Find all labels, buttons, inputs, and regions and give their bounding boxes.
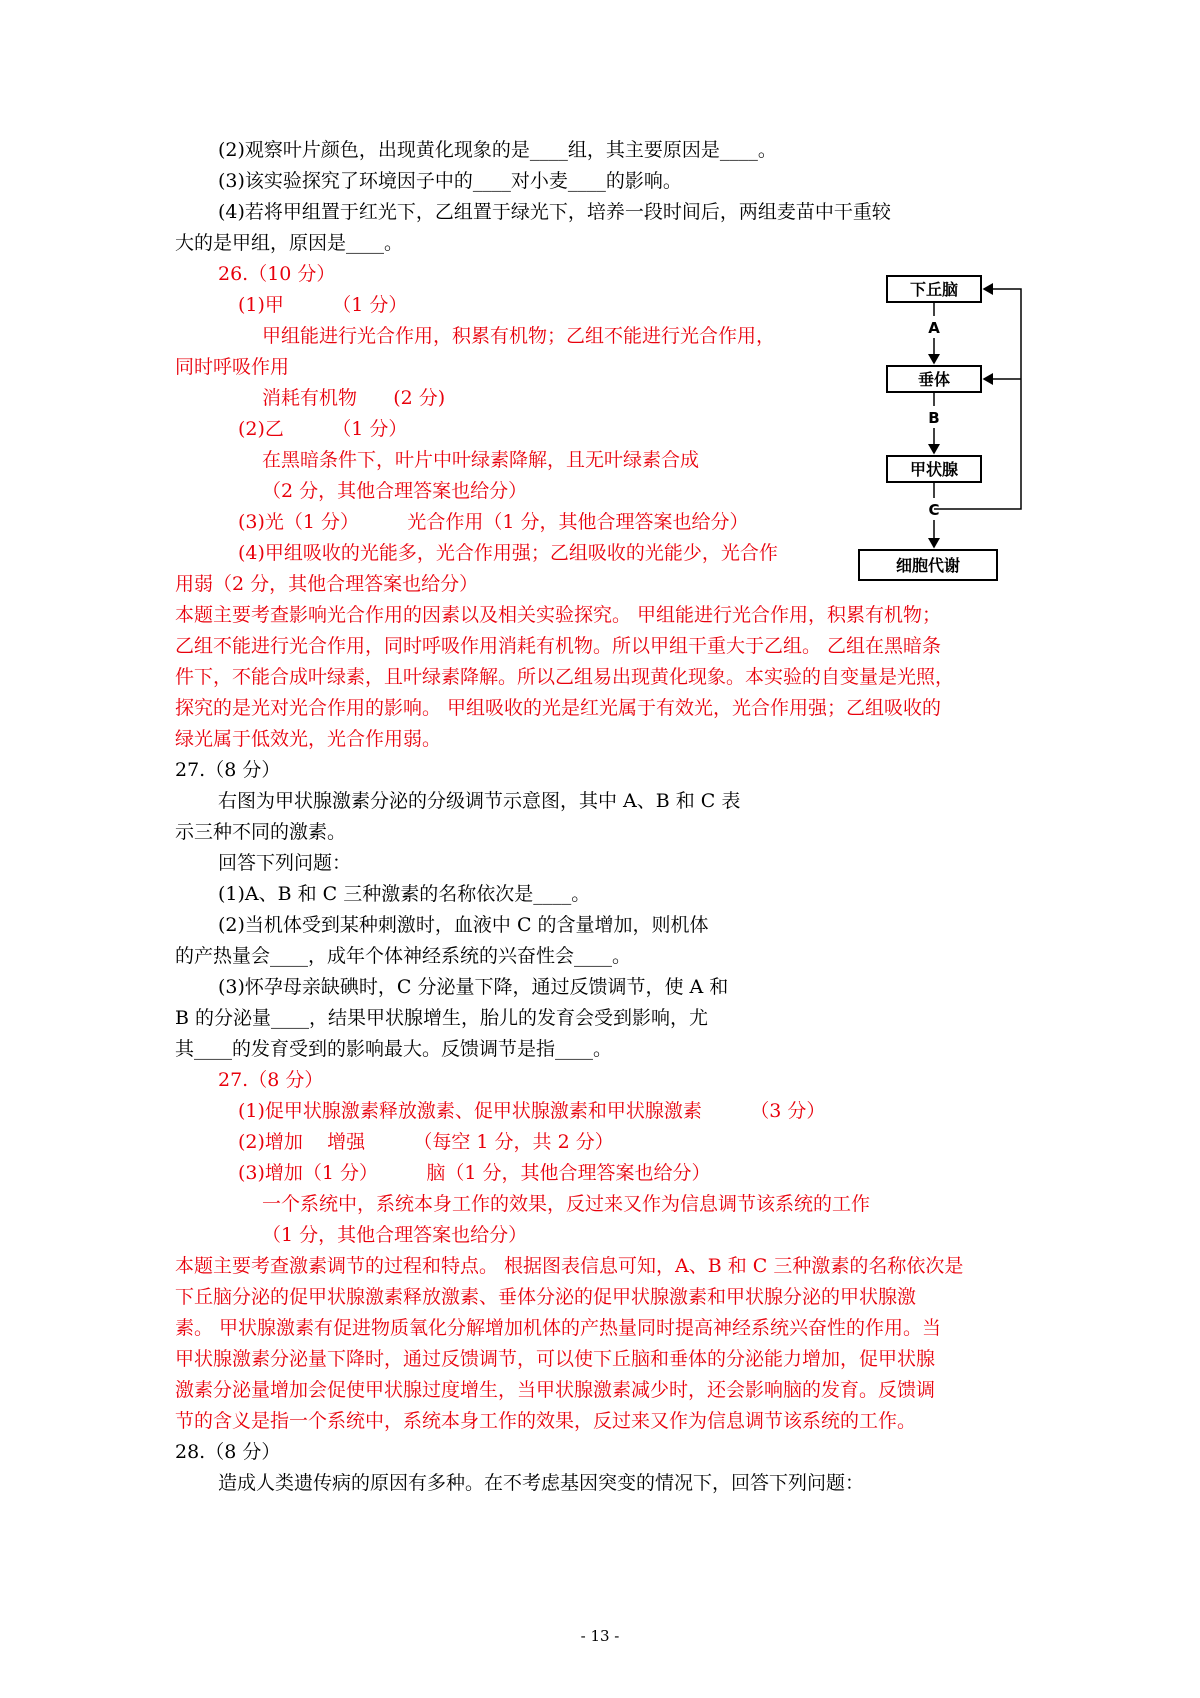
- diagram-arrow-label-c: C: [928, 501, 940, 519]
- page-number: - 13 -: [580, 1627, 620, 1645]
- question-line: 28.（8 分）: [175, 1441, 281, 1463]
- question-line: 造成人类遗传病的原因有多种。在不考虑基因突变的情况下，回答下列问题：: [218, 1472, 865, 1494]
- question-line: (3)怀孕母亲缺碘时，C 分泌量下降，通过反馈调节，使 A 和: [218, 976, 729, 998]
- answer-line: 甲组能进行光合作用，积累有机物；乙组不能进行光合作用，: [262, 325, 776, 347]
- answer-line: 用弱（2 分，其他合理答案也给分）: [175, 573, 479, 595]
- question-line: (4)若将甲组置于红光下，乙组置于绿光下，培养一段时间后，两组麦苗中干重较: [218, 201, 891, 223]
- question-line: 27.（8 分）: [175, 759, 281, 781]
- answer-line: 本题主要考查影响光合作用的因素以及相关实验探究。 甲组能进行光合作用，积累有机物；: [175, 604, 942, 626]
- question-line: (1)A、B 和 C 三种激素的名称依次是____。: [218, 883, 591, 905]
- answer-line: 在黑暗条件下，叶片中叶绿素降解，且无叶绿素合成: [262, 449, 700, 471]
- answer-line: 件下，不能合成叶绿素，且叶绿素降解。所以乙组易出现黄化现象。本实验的自变量是光照，: [175, 666, 955, 688]
- answer-line: 一个系统中，系统本身工作的效果，反过来又作为信息调节该系统的工作: [262, 1193, 871, 1215]
- answer-line: (4)甲组吸收的光能多，光合作用强；乙组吸收的光能少，光合作: [238, 542, 778, 564]
- question-line: 其____的发育受到的影响最大。反馈调节是指____。: [175, 1038, 613, 1060]
- answer-line: 27.（8 分）: [218, 1069, 324, 1091]
- question-line: 右图为甲状腺激素分泌的分级调节示意图，其中 A、B 和 C 表: [218, 790, 741, 812]
- answer-line: 本题主要考查激素调节的过程和特点。 根据图表信息可知，A、B 和 C 三种激素的名称依次是: [175, 1255, 964, 1277]
- diagram-arrow-label-a: A: [928, 319, 940, 337]
- answer-line: 探究的是光对光合作用的影响。 甲组吸收的光是红光属于有效光，光合作用强；乙组吸收的: [175, 697, 942, 719]
- answer-line: 消耗有机物 (2 分): [262, 387, 446, 409]
- question-line: (2)观察叶片颜色，出现黄化现象的是____组，其主要原因是____。: [218, 139, 777, 161]
- question-line: 示三种不同的激素。: [175, 821, 347, 843]
- thyroid-regulation-diagram: [855, 270, 1025, 590]
- question-line: B 的分泌量____，结果甲状腺增生，胎儿的发育会受到影响，尤: [175, 1007, 709, 1029]
- diagram-arrow-label-b: B: [928, 409, 940, 427]
- answer-line: (1)促甲状腺激素释放激素、促甲状腺激素和甲状腺激素 （3 分）: [238, 1100, 826, 1122]
- diagram-box-thyroid-label: 甲状腺: [909, 460, 959, 479]
- diagram-box-hypothalamus-label: 下丘脑: [909, 280, 959, 299]
- answer-line: （1 分，其他合理答案也给分）: [262, 1224, 528, 1246]
- question-line: (3)该实验探究了环境因子中的____对小麦____的影响。: [218, 170, 682, 192]
- question-line: 的产热量会____，成年个体神经系统的兴奋性会____。: [175, 945, 632, 967]
- answer-line: 节的含义是指一个系统中，系统本身工作的效果，反过来又作为信息调节该系统的工作。: [175, 1410, 917, 1432]
- answer-line: 甲状腺激素分泌量下降时，通过反馈调节，可以使下丘脑和垂体的分泌能力增加，促甲状腺: [175, 1348, 936, 1370]
- question-line: 回答下列问题：: [218, 852, 352, 874]
- question-line: 大的是甲组，原因是____。: [175, 232, 404, 254]
- answer-line: 26.（10 分）: [218, 263, 336, 285]
- answer-line: 同时呼吸作用: [175, 356, 290, 378]
- answer-line: (1)甲 （1 分）: [238, 294, 408, 316]
- answer-line: 绿光属于低效光，光合作用弱。: [175, 728, 442, 750]
- answer-line: (3)增加（1 分） 脑（1 分，其他合理答案也给分）: [238, 1162, 711, 1184]
- answer-line: (2)增加 增强 （每空 1 分，共 2 分）: [238, 1131, 614, 1153]
- diagram-box-cell-metabolism-label: 细胞代谢: [895, 556, 961, 575]
- answer-line: 激素分泌量增加会促使甲状腺过度增生，当甲状腺激素减少时，还会影响脑的发育。反馈调: [175, 1379, 936, 1401]
- answer-line: （2 分，其他合理答案也给分）: [262, 480, 528, 502]
- question-line: (2)当机体受到某种刺激时，血液中 C 的含量增加，则机体: [218, 914, 709, 936]
- answer-line: (2)乙 （1 分）: [238, 418, 408, 440]
- answer-line: 素。 甲状腺激素有促进物质氧化分解增加机体的产热量同时提高神经系统兴奋性的作用。当: [175, 1317, 942, 1339]
- answer-line: (3)光（1 分） 光合作用（1 分，其他合理答案也给分）: [238, 511, 749, 533]
- answer-line: 乙组不能进行光合作用，同时呼吸作用消耗有机物。所以甲组干重大于乙组。 乙组在黑暗条: [175, 635, 942, 657]
- diagram-box-pituitary-label: 垂体: [917, 370, 951, 389]
- answer-line: 下丘脑分泌的促甲状腺激素释放激素、垂体分泌的促甲状腺激素和甲状腺分泌的甲状腺激: [175, 1286, 917, 1308]
